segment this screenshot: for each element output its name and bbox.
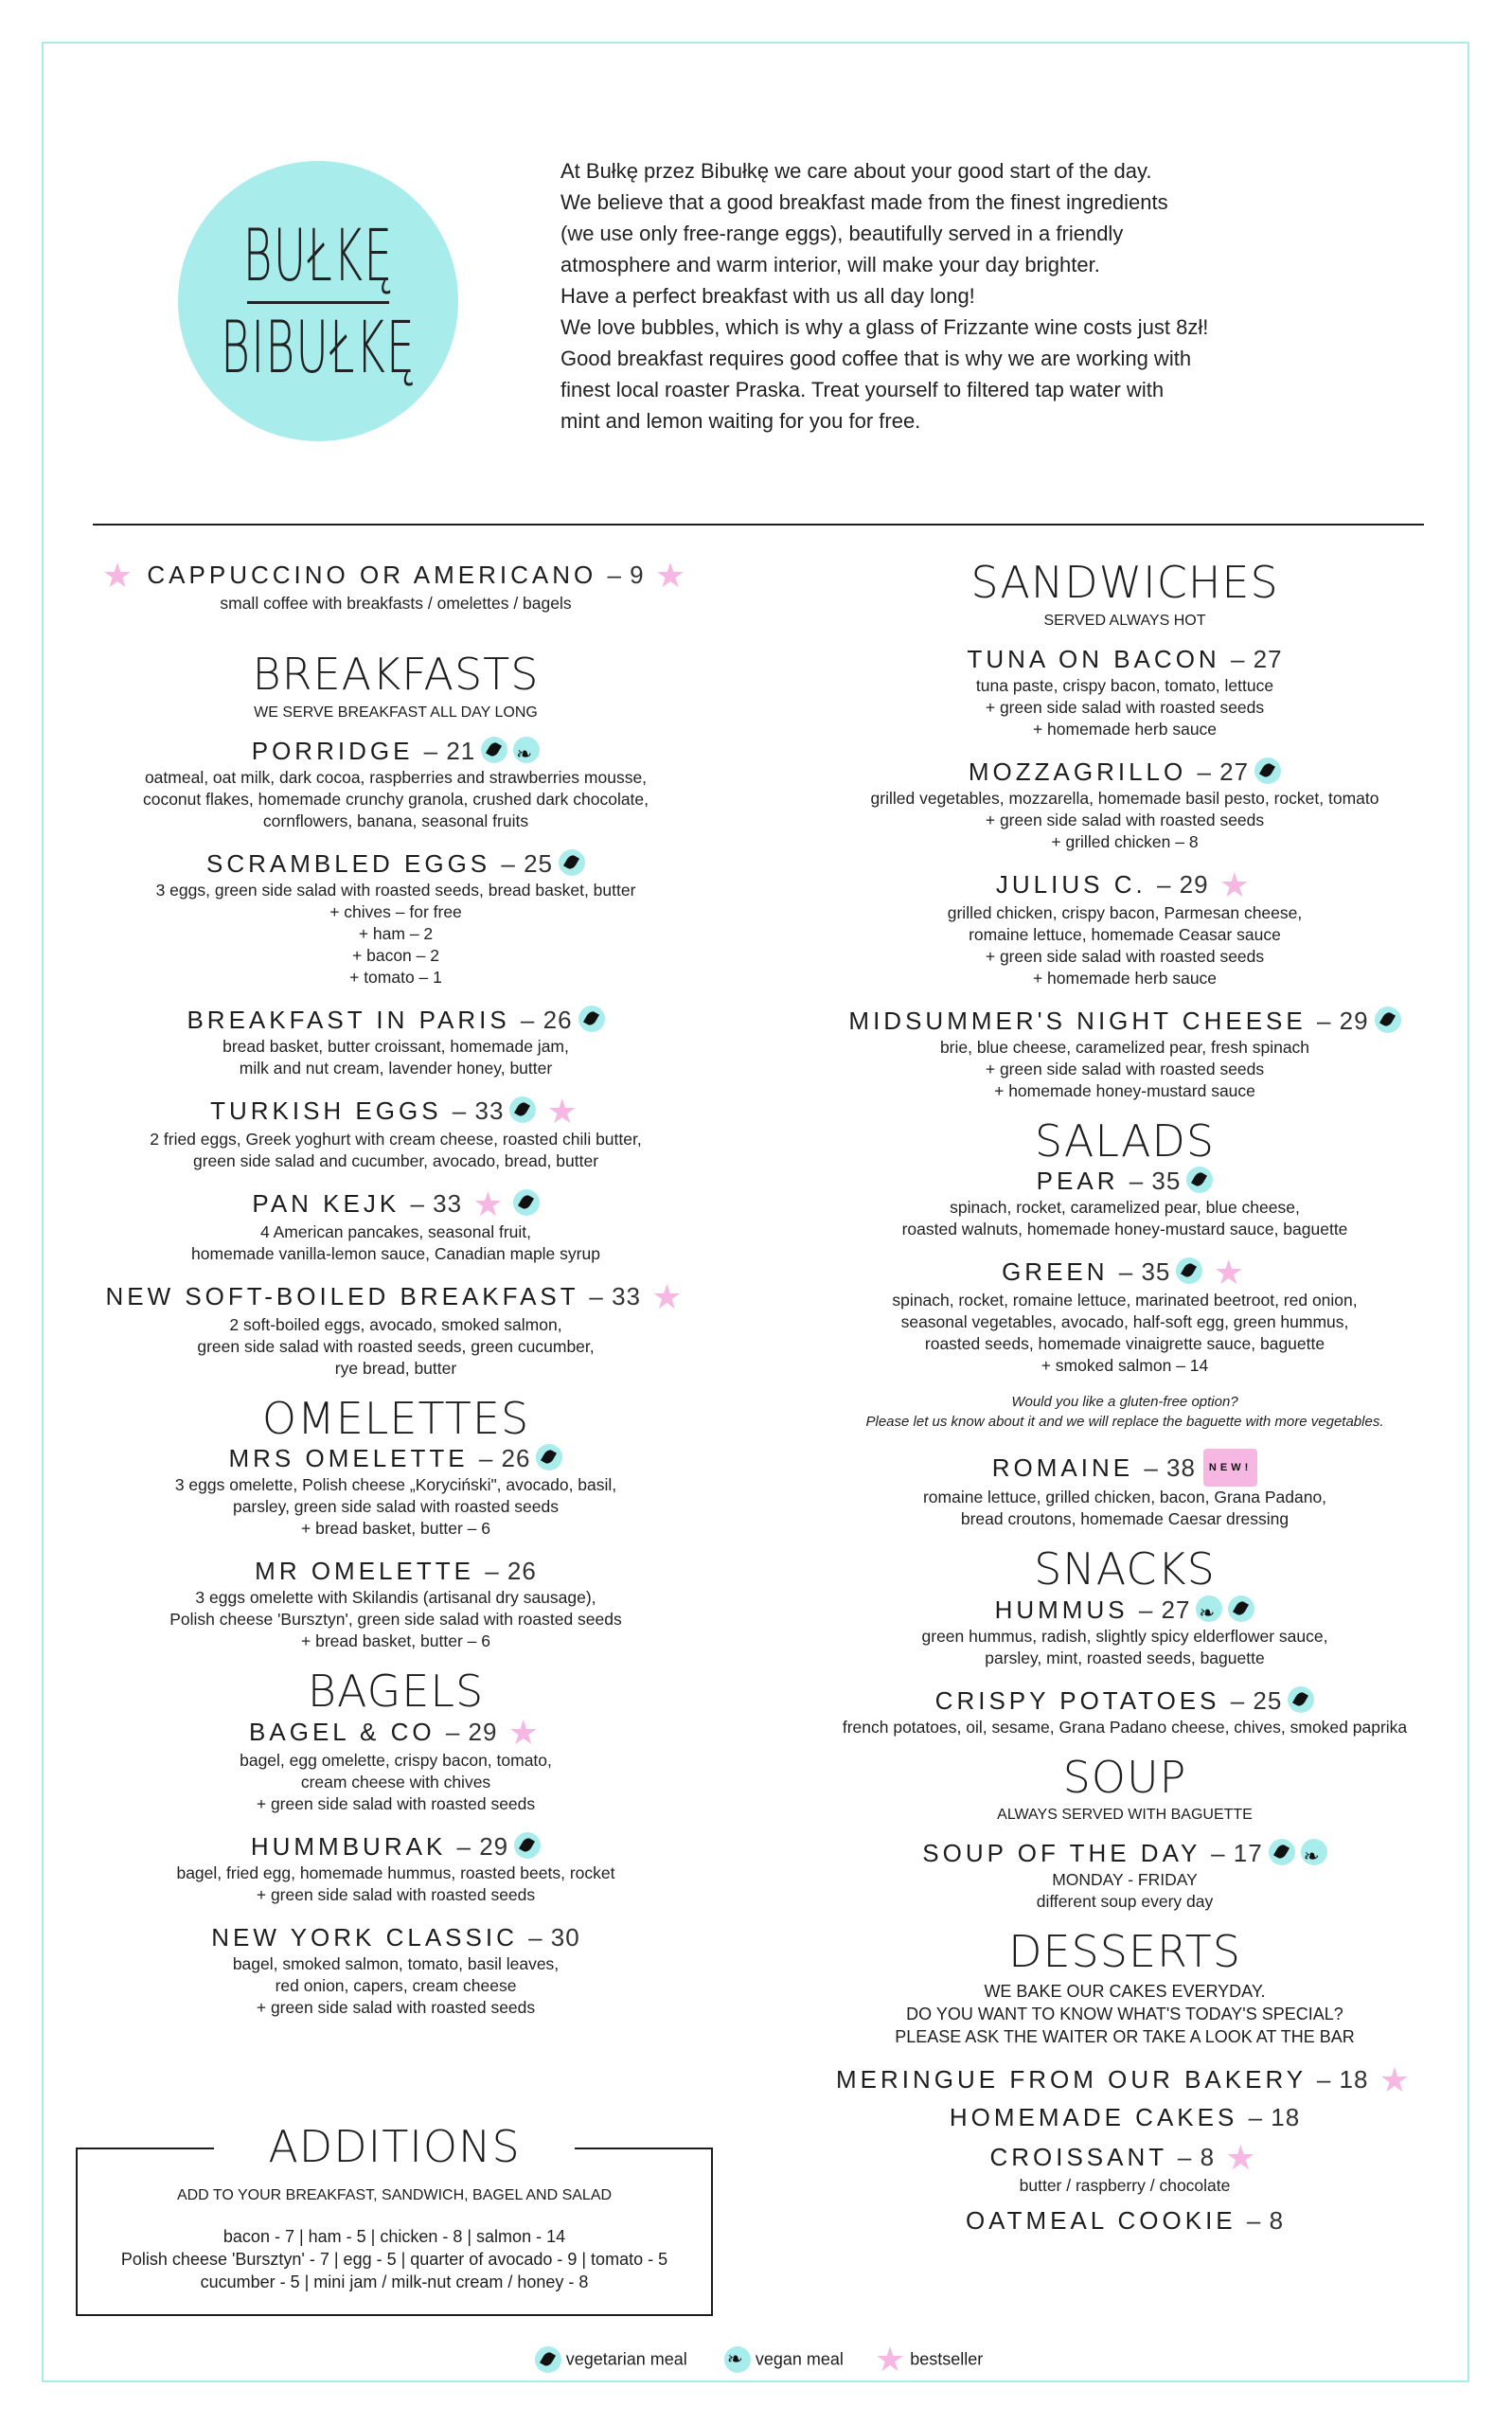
menu-item-mozzagrillo xyxy=(831,756,1418,853)
item-description: 3 eggs omelette with Skilandis (artisanal dry sausage), xyxy=(195,1588,596,1608)
item-price: – 18 xyxy=(1248,2102,1301,2131)
section-subtitle: WE SERVE BREAKFAST ALL DAY LONG xyxy=(254,704,538,721)
menu-item-pan-kejk xyxy=(93,1184,699,1265)
item-description: small coffee with breakfasts / omelettes / bagels xyxy=(220,594,572,613)
leaf-icon xyxy=(1186,1167,1213,1193)
menu-item-croissant xyxy=(831,2137,1418,2197)
new-badge: NEW! xyxy=(1203,1449,1257,1487)
item-name: BREAKFAST IN PARIS xyxy=(187,1005,510,1034)
divider xyxy=(93,524,1424,526)
intro-line: We believe that a good breakfast made from the finest ingredients xyxy=(560,190,1168,214)
menu-item-soup-of-the-day xyxy=(831,1837,1418,1913)
intro-line: finest local roaster Praska. Treat yourself to filtered tap water with xyxy=(560,378,1165,401)
menu-item-breakfast-in-paris xyxy=(93,1004,699,1079)
star-icon: ★ xyxy=(101,556,137,595)
item-name: MERINGUE FROM OUR BAKERY xyxy=(835,2064,1307,2094)
item-description: + green side salad with roasted seeds xyxy=(256,1997,536,2017)
item-name: NEW SOFT-BOILED BREAKFAST xyxy=(105,1281,579,1310)
menu-item-tuna-on-bacon xyxy=(831,643,1418,740)
menu-item-pear xyxy=(831,1165,1418,1240)
menu-item-homemade-cakes xyxy=(831,2101,1418,2133)
item-description: cornflowers, banana, seasonal fruits xyxy=(262,811,529,830)
menu-item-porridge xyxy=(93,735,699,832)
intro-line: Have a perfect breakfast with us all day long! xyxy=(560,284,975,308)
section-title-desserts: DESSERTS xyxy=(1008,1926,1241,1978)
item-description: + green side salad with roasted seeds xyxy=(985,946,1265,966)
legend-label: vegan meal xyxy=(755,2349,844,2369)
menu-item-new-york-classic xyxy=(93,1921,699,2019)
logo-line-2: BIBUŁKĘ xyxy=(221,304,416,389)
section-title-bagels: BAGELS xyxy=(307,1666,485,1718)
item-name: SCRAMBLED EGGS xyxy=(205,848,491,878)
logo-line-1: BUŁKĘ xyxy=(242,212,394,297)
desserts-line: WE BAKE OUR CAKES EVERYDAY. xyxy=(984,1981,1266,2001)
star-icon: ★ xyxy=(1225,2137,1260,2177)
star-icon: ★ xyxy=(472,1184,507,1223)
intro-line: We love bubbles, which is why a glass of Frizzante wine costs just 8zł! xyxy=(560,315,1209,339)
leaf-icon xyxy=(481,737,507,763)
item-description: romaine lettuce, homemade Ceasar sauce xyxy=(969,924,1281,944)
item-price: – 25 xyxy=(1230,1685,1283,1715)
item-name: CRISPY POTATOES xyxy=(934,1685,1220,1715)
leaf-icon xyxy=(1375,1007,1401,1033)
menu-item-hummus xyxy=(831,1594,1418,1669)
item-description: tuna paste, crispy bacon, tomato, lettuce xyxy=(975,675,1274,695)
item-description: 4 American pancakes, seasonal fruit, xyxy=(260,1221,531,1241)
menu-item-turkish-eggs xyxy=(93,1091,699,1172)
leaf-icon xyxy=(1269,1839,1295,1865)
item-description: bagel, fried egg, homemade hummus, roasted beets, rocket xyxy=(176,1863,615,1882)
item-price: – 27 xyxy=(1230,644,1283,673)
item-price: – 29 xyxy=(1316,1006,1369,1035)
item-description: parsley, mint, roasted seeds, baguette xyxy=(985,1648,1265,1667)
item-description: + bacon – 2 xyxy=(352,945,439,965)
leaf-icon xyxy=(1288,1686,1314,1713)
item-description: bagel, egg omelette, crispy bacon, tomato, xyxy=(240,1750,552,1770)
item-name: MOZZAGRILLO xyxy=(968,757,1187,786)
item-description: 2 soft-boiled eggs, avocado, smoked salmon, xyxy=(229,1314,562,1334)
item-description: milk and nut cream, lavender honey, butter xyxy=(239,1058,553,1078)
menu-item-romaine xyxy=(831,1449,1418,1530)
section-title-salads: SALADS xyxy=(1034,1114,1216,1167)
leaf-icon xyxy=(513,1189,540,1216)
item-price: – 25 xyxy=(501,848,553,878)
item-description: bread basket, butter croissant, homemade jam, xyxy=(222,1036,569,1056)
item-price: – 8 xyxy=(1177,2142,1216,2171)
item-description: + green side salad with roasted seeds xyxy=(985,810,1265,829)
sprout-icon xyxy=(513,737,540,763)
item-description: rye bread, butter xyxy=(334,1358,457,1378)
item-name: OATMEAL COOKIE xyxy=(965,2205,1236,2235)
leaf-icon xyxy=(559,849,585,876)
section-title-breakfasts: BREAKFASTS xyxy=(252,649,540,700)
star-icon: ★ xyxy=(507,1712,543,1752)
item-name: NEW YORK CLASSIC xyxy=(211,1922,518,1952)
item-name: HUMMUS xyxy=(994,1595,1129,1624)
desserts-line: DO YOU WANT TO KNOW WHAT'S TODAY'S SPECIAL? xyxy=(906,2004,1343,2023)
item-price: – 33 xyxy=(410,1188,463,1218)
menu-item-crispy-potatoes xyxy=(831,1684,1418,1738)
item-description: grilled chicken, crispy bacon, Parmesan cheese, xyxy=(947,902,1303,922)
menu-item-bagel-and-co xyxy=(93,1712,699,1815)
legend-label: vegetarian meal xyxy=(565,2349,687,2369)
menu-item-meringue xyxy=(831,2059,1418,2099)
legend-label: bestseller xyxy=(910,2349,984,2369)
item-price: – 26 xyxy=(478,1444,531,1473)
item-description: + tomato – 1 xyxy=(349,967,442,987)
item-description: coconut flakes, homemade crunchy granola, crushed dark chocolate, xyxy=(142,789,649,809)
item-price: – 29 xyxy=(445,1717,498,1746)
item-name: MR OMELETTE xyxy=(255,1557,474,1586)
sprout-icon xyxy=(724,2346,751,2373)
item-price: – 18 xyxy=(1316,2064,1369,2094)
section-title-omelettes: OMELETTES xyxy=(261,1392,530,1444)
item-description: grilled vegetables, mozzarella, homemade basil pesto, rocket, tomato xyxy=(870,788,1379,808)
item-price: – 26 xyxy=(485,1557,537,1586)
legend-vegan xyxy=(719,2346,844,2373)
item-description: + ham – 2 xyxy=(358,923,434,943)
item-price: – 35 xyxy=(1129,1167,1182,1196)
item-name: MIDSUMMER'S NIGHT CHEESE xyxy=(848,1006,1307,1035)
legend xyxy=(0,2340,1512,2379)
item-description: cream cheese with chives xyxy=(300,1772,491,1791)
item-price: – 29 xyxy=(456,1831,509,1861)
logo-rule xyxy=(247,301,389,304)
item-description: + grilled chicken – 8 xyxy=(1051,831,1199,851)
item-price: – 27 xyxy=(1197,757,1250,786)
menu-item-oatmeal-cookie xyxy=(831,2204,1418,2237)
item-name: ROMAINE xyxy=(991,1453,1134,1483)
desserts-description xyxy=(831,1980,1418,2048)
item-description: green hummus, radish, slightly spicy elderflower sauce, xyxy=(921,1626,1328,1646)
item-description: + green side salad with roasted seeds xyxy=(985,1059,1265,1078)
sprout-icon xyxy=(1301,1839,1327,1865)
menu-item-mrs-omelette xyxy=(93,1442,699,1540)
menu-item-green xyxy=(831,1253,1418,1377)
additions-line: Polish cheese 'Bursztyn' - 7 | egg - 5 | quarter of avocado - 9 | tomato - 5 xyxy=(120,2250,668,2269)
intro-line: (we use only free-range eggs), beautifully served in a friendly xyxy=(560,222,1124,245)
leaf-icon xyxy=(578,1006,605,1032)
item-name: BAGEL & CO xyxy=(249,1717,436,1746)
item-description: green side salad and cucumber, avocado, bread, butter xyxy=(192,1150,599,1170)
sprout-icon xyxy=(1196,1595,1222,1622)
section-title-additions: ADDITIONS xyxy=(268,2121,521,2172)
item-description: romaine lettuce, grilled chicken, bacon, Grana Padano, xyxy=(922,1488,1327,1507)
menu-item-coffee xyxy=(93,556,699,615)
item-name: GREEN xyxy=(1002,1257,1109,1287)
item-name: TUNA ON BACON xyxy=(967,644,1220,673)
item-name: JULIUS C. xyxy=(995,869,1147,899)
item-price: – 29 xyxy=(1156,869,1209,899)
menu-item-julius-c xyxy=(831,864,1418,989)
item-description: roasted seeds, homemade vinaigrette sauce, baguette xyxy=(924,1334,1325,1354)
star-icon: ★ xyxy=(1379,2059,1414,2099)
intro-line: Good breakfast requires good coffee that is why we are working with xyxy=(560,347,1192,370)
item-description: + homemade herb sauce xyxy=(1032,968,1218,988)
additions-line: bacon - 7 | ham - 5 | chicken - 8 | salmon - 14 xyxy=(222,2227,566,2246)
leaf-icon xyxy=(509,1096,536,1123)
item-price: – 17 xyxy=(1211,1839,1263,1868)
item-description: MONDAY - FRIDAY xyxy=(1052,1870,1198,1890)
item-price: – 38 xyxy=(1144,1453,1196,1483)
item-description: different soup every day xyxy=(1036,1892,1214,1912)
item-name: HOMEMADE CAKES xyxy=(949,2102,1238,2131)
item-description: 2 fried eggs, Greek yoghurt with cream cheese, roasted chili butter, xyxy=(150,1129,642,1149)
logo xyxy=(178,161,458,441)
section-title-soup: SOUP xyxy=(1062,1751,1187,1803)
item-description: bagel, smoked salmon, tomato, basil leaves, xyxy=(232,1953,560,1973)
item-price: – 30 xyxy=(528,1922,580,1952)
item-price: – 21 xyxy=(423,736,476,765)
item-name: CROISSANT xyxy=(989,2142,1167,2171)
item-description: Polish cheese 'Bursztyn', green side salad with roasted seeds xyxy=(169,1610,622,1630)
leaf-icon xyxy=(1228,1595,1254,1622)
item-description: butter / raspberry / chocolate xyxy=(1019,2175,1231,2195)
item-description: homemade vanilla-lemon sauce, Canadian maple syrup xyxy=(191,1243,600,1263)
item-description: 3 eggs, green side salad with roasted seeds, bread basket, butter xyxy=(155,880,636,900)
item-name: MRS OMELETTE xyxy=(228,1444,469,1473)
menu-item-mr-omelette xyxy=(93,1555,699,1652)
item-description: + green side salad with roasted seeds xyxy=(985,697,1265,717)
intro-text xyxy=(560,155,1271,437)
desserts-line: PLEASE ASK THE WAITER OR TAKE A LOOK AT THE BAR xyxy=(895,2026,1355,2046)
item-description: seasonal vegetables, avocado, half-soft egg, green hummus, xyxy=(900,1312,1349,1332)
item-name: PAN KEJK xyxy=(252,1188,400,1218)
item-description: + smoked salmon – 14 xyxy=(1041,1356,1209,1376)
menu-item-hummburak xyxy=(93,1830,699,1906)
item-description: brie, blue cheese, caramelized pear, fresh spinach xyxy=(939,1037,1310,1057)
item-description: + bread basket, butter – 6 xyxy=(301,1631,490,1651)
item-name: PEAR xyxy=(1036,1167,1119,1196)
item-description: + homemade honey-mustard sauce xyxy=(994,1080,1255,1100)
additions-line: cucumber - 5 | mini jam / milk-nut cream / honey - 8 xyxy=(200,2272,589,2291)
item-name: PORRIDGE xyxy=(251,736,414,765)
note-line: Would you like a gluten-free option? xyxy=(1011,1394,1238,1411)
legend-vegetarian xyxy=(529,2346,687,2373)
item-description: + green side salad with roasted seeds xyxy=(256,1793,536,1813)
item-description: + chives – for free xyxy=(329,901,462,921)
item-description: oatmeal, oat milk, dark cocoa, raspberries and strawberries mousse, xyxy=(144,767,648,787)
item-price: – 27 xyxy=(1138,1595,1191,1624)
item-name: SOUP OF THE DAY xyxy=(922,1839,1201,1868)
intro-line: atmosphere and warm interior, will make your day brighter. xyxy=(560,253,1100,276)
star-icon: ★ xyxy=(874,2340,906,2379)
item-price: – 8 xyxy=(1246,2205,1285,2235)
section-subtitle: ALWAYS SERVED WITH BAGUETTE xyxy=(997,1807,1253,1824)
intro-line: At Bułkę przez Bibułkę we care about your good start of the day. xyxy=(560,159,1152,183)
item-price: – 33 xyxy=(452,1096,505,1125)
section-subtitle: ADD TO YOUR BREAKFAST, SANDWICH, BAGEL AND SALAD xyxy=(176,2187,613,2203)
item-name: TURKISH EGGS xyxy=(210,1096,442,1125)
menu-item-scrambled-eggs xyxy=(93,847,699,989)
intro-line: mint and lemon waiting for you for free. xyxy=(560,409,921,433)
gluten-free-note xyxy=(831,1392,1418,1432)
star-icon: ★ xyxy=(651,1276,686,1316)
legend-bestseller xyxy=(874,2340,984,2379)
item-price: – 35 xyxy=(1118,1257,1171,1287)
leaf-icon xyxy=(514,1832,541,1859)
item-description: green side salad with roasted seeds, green cucumber, xyxy=(197,1336,595,1356)
item-description: parsley, green side salad with roasted seeds xyxy=(232,1497,560,1517)
section-title-sandwiches: SANDWICHES xyxy=(970,557,1279,608)
note-line: Please let us know about it and we will replace the baguette with more vegetables. xyxy=(865,1414,1384,1431)
item-price: – 26 xyxy=(520,1005,573,1034)
item-name: HUMMBURAK xyxy=(250,1831,447,1861)
star-icon: ★ xyxy=(1213,1253,1248,1292)
item-description: + green side salad with roasted seeds xyxy=(256,1884,536,1904)
item-description: + bread basket, butter – 6 xyxy=(301,1519,490,1539)
section-subtitle: SERVED ALWAYS HOT xyxy=(1043,612,1206,629)
item-description: + homemade herb sauce xyxy=(1032,719,1218,739)
left-column xyxy=(93,556,699,2034)
menu-item-soft-boiled-breakfast xyxy=(93,1276,699,1380)
star-icon: ★ xyxy=(1218,864,1254,904)
leaf-icon xyxy=(1176,1257,1202,1284)
item-price: – 33 xyxy=(589,1281,642,1310)
additions-box xyxy=(76,2121,713,2316)
menu-item-midsummer-night-cheese xyxy=(831,1005,1418,1102)
item-description: spinach, rocket, romaine lettuce, marinated beetroot, red onion, xyxy=(892,1291,1358,1310)
additions-list xyxy=(78,2225,711,2293)
item-description: spinach, rocket, caramelized pear, blue cheese, xyxy=(950,1198,1300,1218)
item-description: bread croutons, homemade Caesar dressing xyxy=(960,1509,1290,1529)
star-icon: ★ xyxy=(546,1091,581,1131)
item-price: – 9 xyxy=(607,561,645,589)
right-column xyxy=(831,559,1418,2252)
item-description: 3 eggs omelette, Polish cheese „Koryciński", avocado, basil, xyxy=(174,1475,617,1495)
item-name: CAPPUCCINO OR AMERICANO xyxy=(147,561,597,589)
section-title-snacks: SNACKS xyxy=(1034,1543,1216,1595)
leaf-icon xyxy=(536,1444,562,1470)
item-description: french potatoes, oil, sesame, Grana Padano cheese, chives, smoked paprika xyxy=(842,1717,1408,1737)
item-description: roasted walnuts, homemade honey-mustard sauce, baguette xyxy=(901,1220,1348,1239)
star-icon: ★ xyxy=(654,556,690,595)
item-description: red onion, capers, cream cheese xyxy=(275,1975,517,1995)
leaf-icon xyxy=(535,2346,561,2373)
leaf-icon xyxy=(1254,758,1281,784)
